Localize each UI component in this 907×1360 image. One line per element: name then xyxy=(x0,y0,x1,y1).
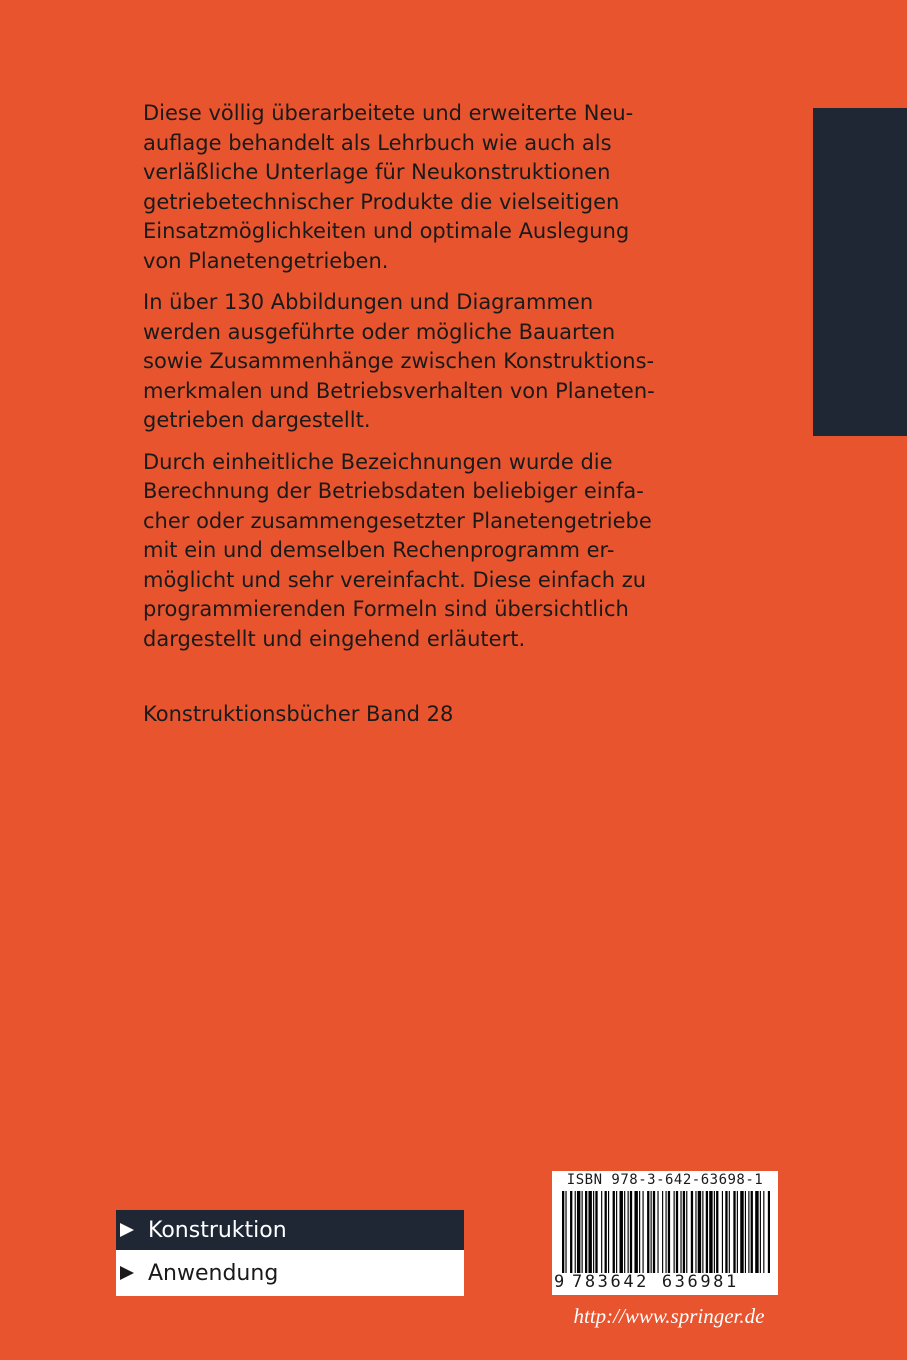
barcode-bar xyxy=(674,1191,675,1273)
barcode-bar xyxy=(768,1191,770,1273)
tag-label: Anwendung xyxy=(148,1260,279,1286)
barcode-bar xyxy=(706,1191,708,1273)
barcode-bar xyxy=(601,1191,602,1273)
publisher-url: http://www.springer.de xyxy=(573,1304,765,1328)
barcode-bar xyxy=(565,1191,566,1273)
barcode-bar xyxy=(595,1191,597,1273)
barcode-bar xyxy=(605,1191,607,1273)
isbn-label: ISBN 978-3-642-63698-1 xyxy=(566,1172,764,1188)
barcode-bar xyxy=(740,1191,743,1273)
barcode-bar xyxy=(668,1191,670,1273)
barcode-bar xyxy=(585,1191,587,1273)
text-line: Berechnung der Betriebsdaten beliebiger einfa- xyxy=(143,479,644,503)
text-line: verläßliche Unterlage für Neukonstruktionen xyxy=(143,160,611,184)
text-line: Diese völlig überarbeitete und erweiterte Neu- xyxy=(143,101,634,125)
barcode-bar xyxy=(680,1191,681,1273)
barcode-bar xyxy=(737,1191,738,1273)
text-line: auflage behandelt als Lehrbuch wie auch als xyxy=(143,130,612,155)
text-line: mit ein und demselben Rechenprogramm er- xyxy=(143,538,615,562)
barcode-bar xyxy=(733,1191,735,1273)
barcode-bar xyxy=(588,1191,591,1273)
barcode-bars xyxy=(562,1191,770,1273)
barcode-bar xyxy=(683,1191,685,1273)
text-line: Einsatzmöglichkeiten und optimale Auslegung xyxy=(143,219,630,243)
barcode-bar xyxy=(695,1191,696,1273)
tag-anwendung xyxy=(116,1250,464,1296)
text-line: von Planetengetrieben. xyxy=(143,248,389,273)
text-line: getrieben dargestellt. xyxy=(143,408,371,432)
barcode-bar xyxy=(575,1191,576,1273)
text-line: getriebetechnischer Produkte die vielseitigen xyxy=(143,189,620,214)
barcode-bar xyxy=(562,1191,564,1273)
barcode-bar xyxy=(608,1191,609,1273)
barcode-bar xyxy=(760,1191,761,1273)
ean-first-digit: 9 xyxy=(554,1272,565,1292)
barcode-bar xyxy=(763,1191,764,1273)
barcode-bar xyxy=(624,1191,625,1273)
text-line: cher oder zusammengesetzter Planetengetriebe xyxy=(143,508,652,533)
text-line: werden ausgeführte oder mögliche Bauarten xyxy=(143,319,616,344)
barcode-bar xyxy=(745,1191,746,1273)
isbn-barcode xyxy=(552,1171,778,1295)
barcode-bar xyxy=(653,1191,655,1273)
barcode-bar xyxy=(666,1191,667,1273)
barcode-bar xyxy=(751,1191,753,1273)
blurb-paragraph-3 xyxy=(143,448,803,655)
barcode-bar xyxy=(722,1191,723,1273)
series-title: Konstruktionsbücher Band 28 xyxy=(143,702,454,726)
text-line: merkmalen und Betriebsverhalten von Planeten- xyxy=(143,378,655,403)
tag-label: Konstruktion xyxy=(148,1217,287,1243)
barcode-bar xyxy=(716,1191,718,1273)
text-line: In über 130 Abbildungen und Diagrammen xyxy=(143,290,594,314)
barcode-bar xyxy=(613,1191,615,1273)
barcode-bar xyxy=(662,1191,663,1273)
barcode-bar xyxy=(593,1191,594,1273)
ean-digit-groups: 783642 636981 xyxy=(572,1272,739,1292)
barcode-bar xyxy=(582,1191,583,1273)
barcode-bar xyxy=(725,1191,727,1273)
barcode-bar xyxy=(691,1191,693,1273)
barcode-bar xyxy=(577,1191,580,1273)
barcode-bar xyxy=(714,1191,715,1273)
barcode-bar xyxy=(647,1191,649,1273)
text-line: programmierenden Formeln sind übersichtlich xyxy=(143,597,629,621)
barcode-bar xyxy=(755,1191,758,1273)
barcode-bar xyxy=(686,1191,687,1273)
barcode-bar xyxy=(570,1191,572,1273)
barcode-bar xyxy=(709,1191,712,1273)
barcode-bar xyxy=(676,1191,678,1273)
text-line: Durch einheitliche Bezeichnungen wurde die xyxy=(143,449,613,474)
barcode-bar xyxy=(628,1191,629,1273)
tag-konstruktion xyxy=(116,1210,464,1250)
text-line: sowie Zusammenhänge zwischen Konstruktions- xyxy=(143,349,655,373)
barcode-bar xyxy=(643,1191,644,1273)
blurb-text xyxy=(143,99,803,666)
barcode-bar xyxy=(651,1191,652,1273)
triangle-right-icon xyxy=(120,1223,134,1237)
barcode-bar xyxy=(616,1191,617,1273)
barcode-bar xyxy=(657,1191,658,1273)
text-line: möglicht und sehr vereinfacht. Diese einfach zu xyxy=(143,567,647,592)
barcode-bar xyxy=(620,1191,623,1273)
barcode-bar xyxy=(639,1191,640,1273)
barcode-bar xyxy=(748,1191,749,1273)
barcode-bar xyxy=(702,1191,703,1273)
blurb-paragraph-1 xyxy=(143,99,803,276)
barcode-bar xyxy=(634,1191,637,1273)
text-line: dargestellt und eingehend erläutert. xyxy=(143,626,526,651)
blurb-paragraph-2 xyxy=(143,288,803,436)
triangle-right-icon xyxy=(120,1266,134,1280)
barcode-bar xyxy=(729,1191,730,1273)
spine-accent-bar xyxy=(813,108,907,436)
category-tags xyxy=(116,1210,464,1296)
barcode-bar xyxy=(630,1191,632,1273)
barcode-bar xyxy=(698,1191,701,1273)
